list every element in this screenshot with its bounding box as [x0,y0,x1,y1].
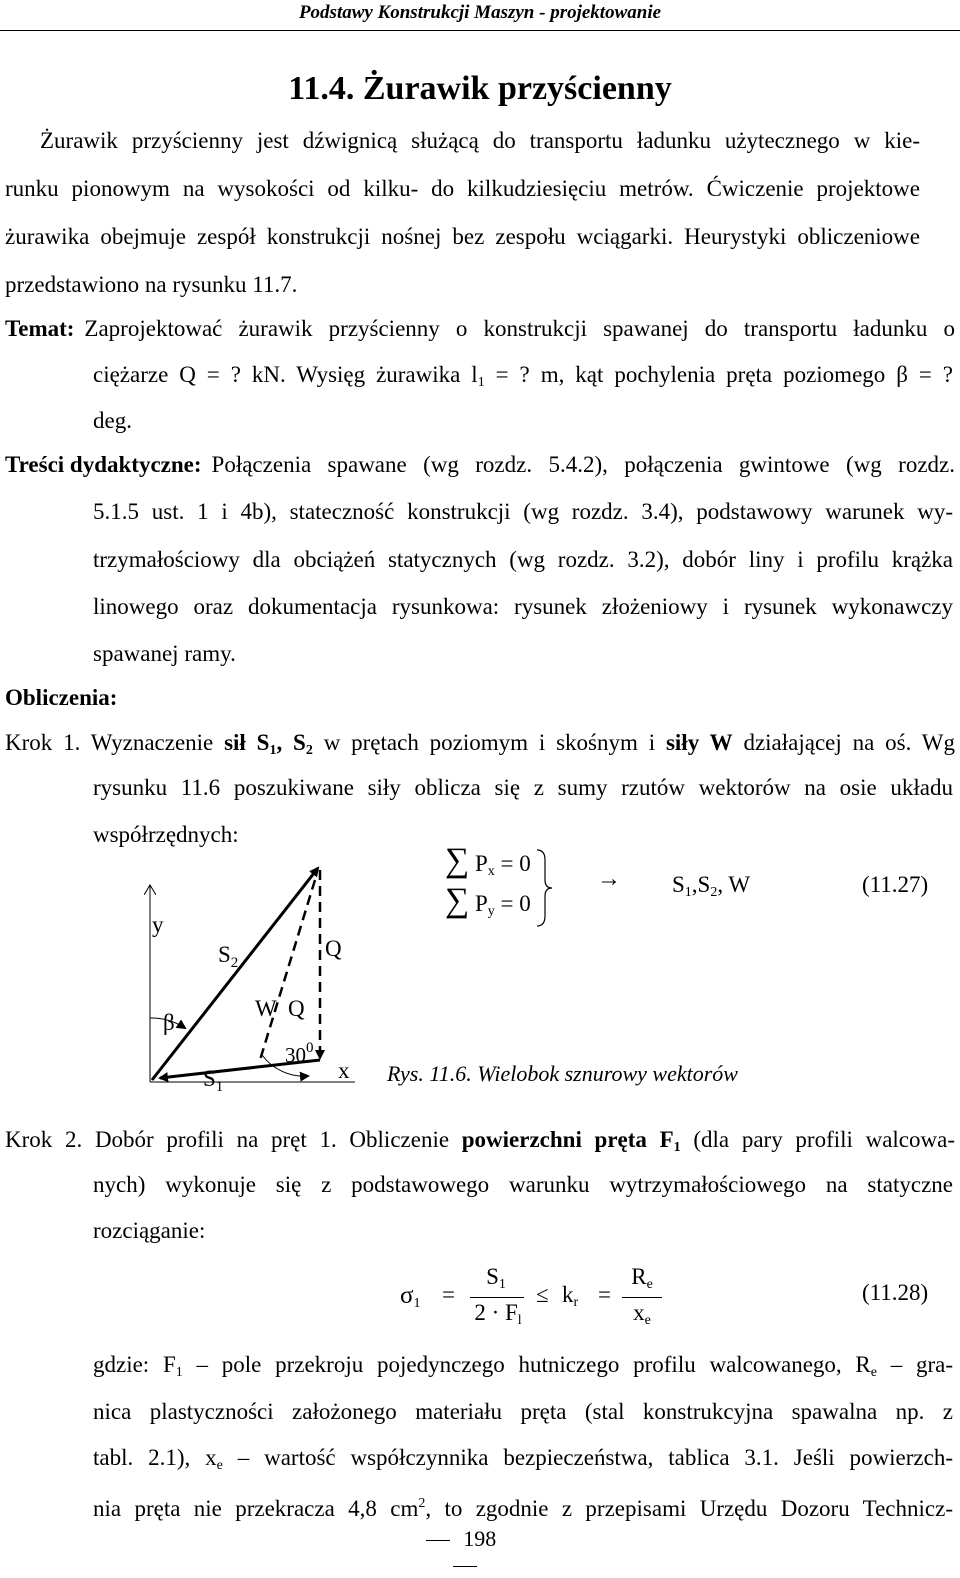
eq28-number: (11.28) [862,1280,929,1305]
sum-sign-2: ∑ [445,882,470,919]
krok1-text-f: działającej na oś. Wg [732,730,955,755]
krok1-text-b: sił S [224,730,270,755]
eq28-k: $k_r$ [562,1282,579,1310]
tresci-text-1: Połączenia spawane (wg rozdz. 5.4.2), połączenia gwintowe (wg rozdz. [211,452,955,477]
eq28-den-2: $x_e$ [633,1300,651,1328]
intro-line-3: żurawika obejmuje zespół konstrukcji nośnej bez zespołu wciągarki. Heurystyki obliczeniowe [5,224,920,249]
x-axis-label: x [338,1058,350,1083]
krok1-line-3: współrzędnych: [93,822,239,847]
eq27-row-1: $P_x = 0$ [475,851,531,879]
s1-label: $S_1$ [203,1066,224,1095]
gdzie-line-2: nica plastyczności założonego materiału pręta (stal konstrukcyjna spawalna np. z [93,1399,953,1424]
eq27-number: (11.27) [862,872,929,897]
sum-sign-1: ∑ [445,842,470,879]
gdzie-line-1: gdzie: $F_1$ – pole przekroju pojedynczego hutniczego profilu walcowanego, $R_e - gra-$ [93,1352,953,1380]
tresci-line-1 [5,447,955,483]
krok2-line-1: Krok 2. Dobór profili na pręt 1. Obliczenie powierzchni pręta $F_1$ (dla pary profili walcowa- [5,1127,955,1155]
temat-line-1 [5,311,955,347]
krok1-line-2: rysunku 11.6 poszukiwane siły oblicza się z sumy rzutów wektorów na osie układu [93,775,953,800]
sigma: $\sigma_1$ [400,1282,421,1311]
krok1-line-1 [5,725,955,769]
krok1-text-c: , S [276,730,306,755]
krok2-line-2: nych) wykonuje się z podstawowego warunku wytrzymałościowego na statyczne [93,1172,953,1197]
running-header: Podstawy Konstrukcji Maszyn - projektowanie [298,2,662,23]
force-polygon-figure [130,850,370,1100]
intro-line-4: przedstawiono na rysunku 11.7. [5,272,298,297]
s2-label: $S_2$ [218,942,239,971]
krok1-sub-1: 1 [269,743,277,758]
temat-label: Temat: [5,316,75,341]
tresci-line-4: linowego oraz dokumentacja rysunkowa: rysunek złożeniowy i rysunek wykonawczy [93,594,953,619]
krok2-line-3: rozciąganie: [93,1218,206,1243]
tresci-label: Treści dydaktyczne: [5,452,202,477]
temat-text-1: Zaprojektować żurawik przyścienny o konstrukcji spawanej do transportu ładunku o [84,316,955,341]
q-mid-label: Q [288,996,305,1021]
q-top-label: Q [325,936,342,961]
eq28-fraction-bar-2 [622,1297,662,1298]
gdzie-line-4: nia pręta nie przekracza 4,8 $cm^2$, to zgodnie z przepisami Urzędu Dozoru Technicz- [93,1496,953,1521]
curly-brace [535,848,555,928]
krok1-text-a: Wyznaczenie [80,730,225,755]
page-dash-left [426,1540,450,1541]
angle-label: $30^0$ [285,1040,314,1067]
temat-text-2-sub: 1 [477,375,485,390]
temat-text-2b: = ? m, kąt pochylenia pręta poziomego β = ? [484,362,953,387]
krok1-text-d: w prętach poziomym i skośnym i [312,730,666,755]
krok1-sub-2: 2 [305,743,313,758]
section-title: 11.4. Żurawik przyścienny [288,70,672,107]
obliczenia-heading: Obliczenia: [5,685,118,710]
tresci-line-5: spawanej ramy. [93,641,236,666]
gdzie-line-3: tabl. 2.1), $x_e$ – wartość współczynnika bezpieczeństwa, tablica 3.1. Jeśli powierzch- [93,1445,953,1473]
eq28-le: ≤ [536,1282,549,1307]
tresci-line-2: 5.1.5 ust. 1 i 4b), stateczność konstrukcji (wg rozdz. 3.4), podstawowy warunek wy- [93,499,953,524]
page-dash-right [453,1566,477,1567]
eq27-result: $S_1,S_2$, W [672,872,751,900]
temat-line-2 [93,357,953,401]
page-number-text: 198 [463,1526,497,1551]
eq28-num-1: $S_1$ [486,1264,506,1292]
beta-label: β [163,1010,175,1035]
krok1-label: Krok 1. [5,730,81,755]
eq27-arrow: → [597,866,621,892]
equation-11-28 [400,1262,660,1332]
eq28-num-2: $R_e$ [631,1264,653,1292]
figure-caption: Rys. 11.6. Wielobok sznurowy wektorów [387,1061,738,1086]
temat-text-2a: ciężarze Q = ? kN. Wysięg żurawika l [93,362,478,387]
eq28-den-1: $2 \cdot F_l$ [474,1300,522,1328]
header-rule [0,30,960,31]
eq28-equals-1: = [442,1282,455,1307]
eq28-fraction-bar-1 [470,1297,524,1298]
w-label: W [255,996,277,1021]
y-axis-label: y [152,912,164,937]
temat-line-3: deg. [93,408,132,433]
krok1-text-e: siły W [665,730,733,755]
eq27-row-2: $P_y = 0$ [475,891,531,919]
intro-line-1: Żurawik przyścienny jest dźwignicą służącą do transportu ładunku użytecznego w kie- [40,128,920,153]
tresci-line-3: trzymałościowy dla obciążeń statycznych (wg rozdz. 3.2), dobór liny i profilu krążka [93,547,953,572]
eq28-equals-2: = [598,1282,611,1307]
page-number [415,1526,515,1578]
intro-line-2: runku pionowym na wysokości od kilku- do kilkudziesięciu metrów. Ćwiczenie projektowe [5,176,920,201]
